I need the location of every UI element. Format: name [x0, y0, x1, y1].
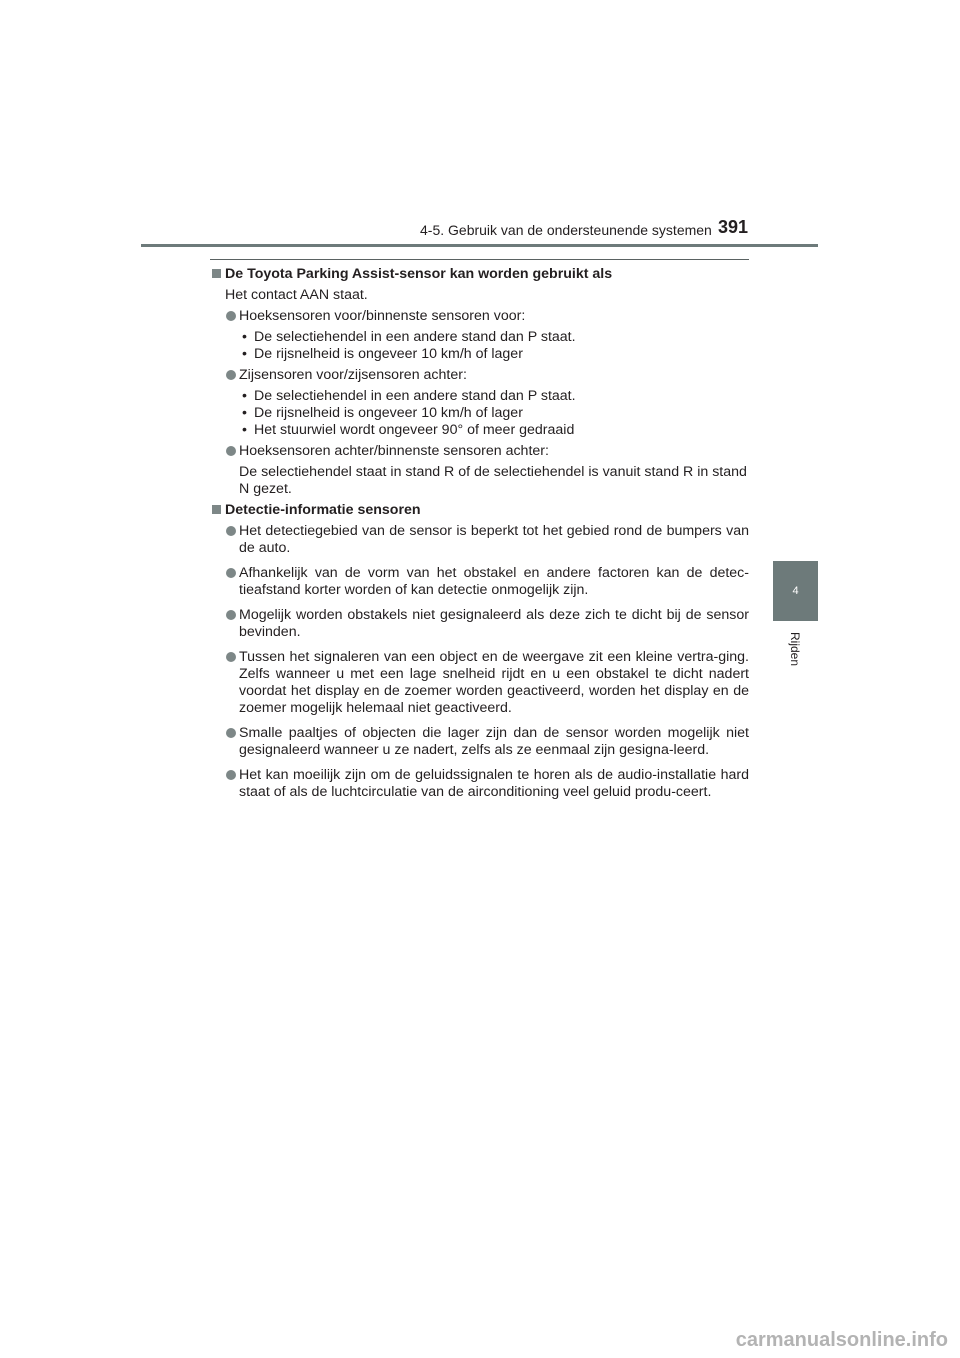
circle-bullet-icon	[226, 728, 236, 738]
section-heading	[212, 502, 749, 519]
list-item	[226, 607, 749, 641]
square-bullet-icon	[212, 269, 221, 278]
circle-bullet-icon	[226, 370, 236, 380]
circle-bullet-icon	[226, 446, 236, 456]
section-heading-text: De Toyota Parking Assist-sensor kan worden gebruikt als	[225, 266, 613, 282]
list-item	[226, 767, 749, 801]
sub-list-item	[240, 405, 749, 422]
dot-bullet-icon: •	[242, 405, 247, 421]
sub-list-item	[240, 346, 749, 363]
sub-list	[240, 388, 749, 439]
circle-bullet-icon	[226, 610, 236, 620]
sub-list-item	[240, 422, 749, 439]
circle-bullet-icon	[226, 311, 236, 321]
dot-bullet-icon: •	[242, 329, 247, 345]
section-title: 4-5. Gebruik van de ondersteunende systemen	[420, 222, 712, 238]
watermark: carmanualsonline.info	[735, 1329, 948, 1351]
dot-bullet-icon: •	[242, 422, 247, 438]
list-item-text: Afhankelijk van de vorm van het obstakel en andere factoren kan de detec-tieafstand korter worden of kan detectie onmogelijk zijn.	[239, 565, 749, 598]
list-item-text: Smalle paaltjes of objecten die lager zijn dan de sensor worden mogelijk niet gesignaleerd wanneer u ze nadert, zelfs als ze eenmaal zijn gesigna-leerd.	[239, 725, 749, 758]
list-item	[226, 308, 749, 325]
list-item	[226, 523, 749, 557]
list-item	[226, 565, 749, 599]
list-item	[226, 443, 749, 460]
sub-list-item-text: De selectiehendel in een andere stand dan P staat.	[254, 329, 576, 345]
sub-list	[240, 329, 749, 363]
sub-list-item-text: Het stuurwiel wordt ongeveer 90° of meer gedraaid	[254, 422, 575, 438]
list-item-text: Mogelijk worden obstakels niet gesignaleerd als deze zich te dicht bij de sensor bevinden.	[239, 607, 749, 640]
section-heading-text: Detectie-informatie sensoren	[225, 502, 421, 518]
list-item-text: Het detectiegebied van de sensor is beperkt tot het gebied rond de bumpers van de auto.	[239, 523, 749, 556]
list-item-note: De selectiehendel staat in stand R of de selectiehendel is vanuit stand R in stand N gezet.	[239, 464, 747, 497]
section-heading	[212, 266, 749, 283]
circle-bullet-icon	[226, 770, 236, 780]
intro-text: Het contact AAN staat.	[225, 287, 368, 303]
square-bullet-icon	[212, 505, 221, 514]
circle-bullet-icon	[226, 652, 236, 662]
circle-bullet-icon	[226, 526, 236, 536]
list-item-text: Zijsensoren voor/zijsensoren achter:	[239, 367, 467, 383]
list-item-text: Het kan moeilijk zijn om de geluidssignalen te horen als de audio-installatie hard staat of als de luchtcirculatie van de airconditioning veel geluid produ-ceert.	[239, 767, 749, 800]
list-item-text: Tussen het signaleren van een object en de weergave zit een kleine vertra-ging. Zelfs wanneer u met een lage snelheid rijdt en u een obstakel te dicht nadert voordat het display en de zoemer worden geactiveerd, worden het display en de zoemer mogelijk helemaal niet geactiveerd.	[239, 649, 749, 716]
chapter-label: Rijden	[788, 632, 802, 667]
list-item	[226, 367, 749, 384]
sub-list-item	[240, 329, 749, 346]
list-item	[226, 649, 749, 717]
section-divider	[210, 259, 749, 260]
list-item-text: Hoeksensoren achter/binnenste sensoren achter:	[239, 443, 549, 459]
chapter-number: 4	[792, 585, 799, 597]
sub-list-item	[240, 388, 749, 405]
dot-bullet-icon: •	[242, 346, 247, 362]
list-item-text: Hoeksensoren voor/binnenste sensoren voor:	[239, 308, 526, 324]
circle-bullet-icon	[226, 568, 236, 578]
sub-list-item-text: De rijsnelheid is ongeveer 10 km/h of lager	[254, 405, 523, 421]
header-rule	[141, 244, 818, 247]
sub-list-item-text: De selectiehendel in een andere stand dan P staat.	[254, 388, 576, 404]
page-number: 391	[718, 217, 749, 237]
page-content	[212, 266, 749, 805]
sub-list-item-text: De rijsnelheid is ongeveer 10 km/h of lager	[254, 346, 523, 362]
dot-bullet-icon: •	[242, 388, 247, 404]
chapter-tab	[773, 561, 818, 621]
list-item	[226, 725, 749, 759]
